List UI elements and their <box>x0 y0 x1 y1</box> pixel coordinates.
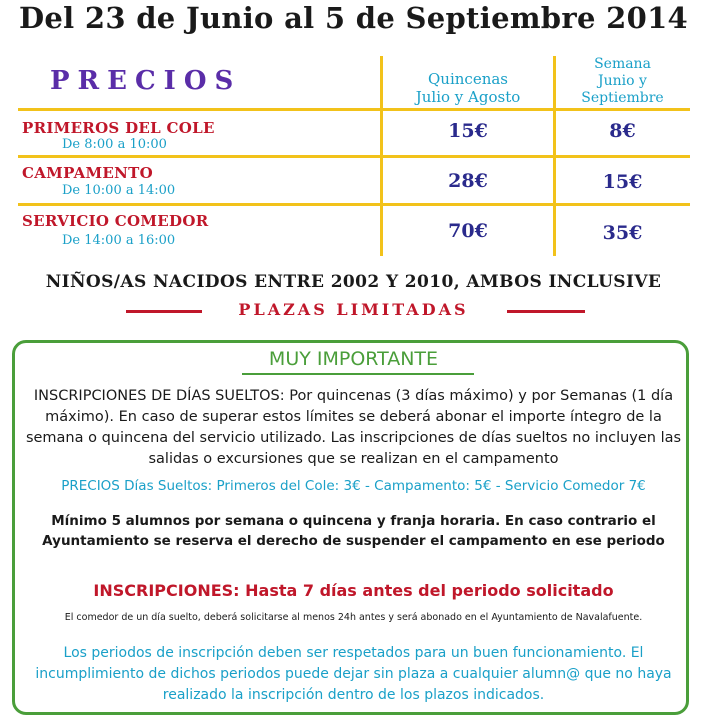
column-header-semana <box>560 56 685 107</box>
comedor-note: El comedor de un día suelto, deberá solicitarse al menos 24h antes y será abonado en el Ayuntamiento de Navalafuente. <box>64 612 643 623</box>
page-title: Del 23 de Junio al 5 de Septiembre 2014 <box>18 1 689 35</box>
column-header-line: Septiembre <box>581 90 664 106</box>
row-name: SERVICIO COMEDOR <box>22 212 209 230</box>
price-quincena: 28€ <box>448 170 488 192</box>
plazas-limitadas: PLAZAS LIMITADAS <box>238 300 469 319</box>
plazas-rule-left <box>126 310 202 313</box>
table-divider-horizontal <box>18 155 690 158</box>
important-title-underline <box>242 373 474 375</box>
row-time: De 10:00 a 14:00 <box>62 183 176 198</box>
periodos-inscripcion: Los periodos de inscripción deben ser respetados para un buen funcionamiento. El incumplimiento de dichos periodos puede dejar sin plaza a cualquier alumn@ que no haya realizado la inscripción dentro de los plazos indicados. <box>35 645 672 703</box>
important-title: MUY IMPORTANTE <box>268 348 439 370</box>
price-semana: 8€ <box>609 120 636 142</box>
plazas-banner <box>0 300 707 322</box>
plazas-rule-right <box>507 310 585 313</box>
column-header-line: Julio y Agosto <box>415 88 521 106</box>
table-divider-horizontal <box>18 203 690 206</box>
row-time: De 14:00 a 16:00 <box>62 233 176 248</box>
row-name: PRIMEROS DEL COLE <box>22 119 215 137</box>
price-quincena: 70€ <box>448 220 488 242</box>
price-semana: 15€ <box>602 171 643 193</box>
inscripciones-deadline: INSCRIPCIONES: Hasta 7 días antes del periodo solicitado <box>93 581 614 600</box>
prices-heading: PRECIOS <box>50 66 242 96</box>
row-name: CAMPAMENTO <box>22 164 153 182</box>
column-header-line: Semana <box>594 56 651 72</box>
inscripciones-dias-sueltos: INSCRIPCIONES DE DÍAS SUELTOS: Por quincenas (3 días máximo) y por Semanas (1 día máximo). En caso de superar estos límites se deberá abonar el importe íntegro de la semana o quincena del servicio utilizado. Las inscripciones de días sueltos no incluyen las salidas o excursiones que se realizan en el campamento <box>25 388 682 467</box>
column-header-line: Junio y <box>598 73 647 89</box>
price-quincena: 15€ <box>448 120 488 142</box>
column-header-line: Quincenas <box>428 70 508 88</box>
table-divider-horizontal <box>18 108 690 111</box>
column-header-quincenas <box>388 70 548 106</box>
row-time: De 8:00 a 10:00 <box>62 137 167 152</box>
eligibility-text: NIÑOS/AS NACIDOS ENTRE 2002 Y 2010, AMBOS INCLUSIVE <box>45 272 662 292</box>
minimo-alumnos: Mínimo 5 alumnos por semana o quincena y franja horaria. En caso contrario el Ayuntamiento se reserva el derecho de suspender el campamento en ese periodo <box>42 513 665 549</box>
price-semana: 35€ <box>602 222 643 244</box>
precios-dias-sueltos: PRECIOS Días Sueltos: Primeros del Cole: 3€ - Campamento: 5€ - Servicio Comedor 7€ <box>61 478 646 494</box>
